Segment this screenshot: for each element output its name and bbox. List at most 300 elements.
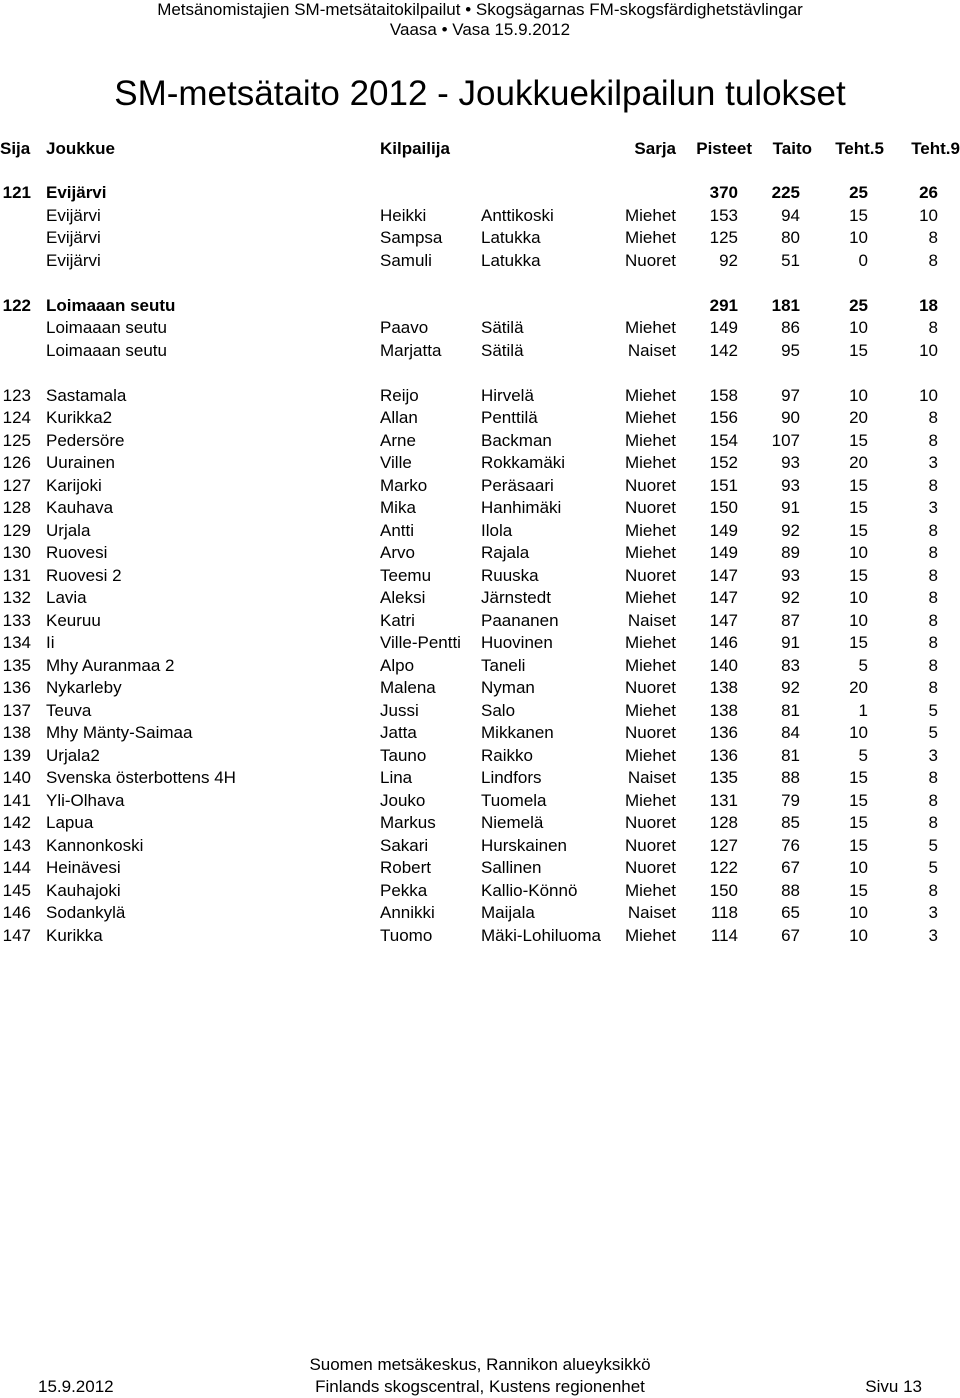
team-member-row <box>0 317 960 339</box>
cell-teht9: 26 <box>919 183 938 202</box>
page-number: Sivu 13 <box>865 1377 922 1396</box>
cell-taito: 76 <box>781 836 800 855</box>
table-row <box>0 677 960 699</box>
cell-joukkue: Teuva <box>46 701 92 720</box>
cell-joukkue: Loimaaan seutu <box>46 341 167 360</box>
col-teht5: Teht.5 <box>835 139 884 158</box>
col-sarja: Sarja <box>634 139 676 158</box>
cell-first: Paavo <box>380 318 429 337</box>
cell-joukkue: Mhy Mänty-Saimaa <box>46 723 193 742</box>
table-row <box>0 925 960 947</box>
cell-joukkue: Heinävesi <box>46 858 121 877</box>
cell-sarja: Nuoret <box>624 723 676 742</box>
cell-first: Jussi <box>380 701 419 720</box>
col-teht9: Teht.9 <box>911 139 960 158</box>
cell-joukkue: Sodankylä <box>46 903 126 922</box>
cell-joukkue: Yli-Olhava <box>46 791 125 810</box>
cell-pisteet: 150 <box>709 881 738 900</box>
cell-joukkue: Urjala2 <box>46 746 100 765</box>
cell-sarja: Miehet <box>624 453 676 472</box>
cell-joukkue: Lapua <box>46 813 94 832</box>
cell-teht9: 3 <box>928 746 938 765</box>
cell-sarja: Miehet <box>624 881 676 900</box>
table-row <box>0 497 960 519</box>
event-name: Metsänomistajien SM-metsätaitokilpailut • Skogsägarnas FM-skogsfärdighetstävlingar <box>157 0 803 19</box>
table-row <box>0 655 960 677</box>
cell-sarja: Miehet <box>624 206 676 225</box>
cell-last: Huovinen <box>481 633 553 652</box>
team-total-row <box>0 182 960 204</box>
cell-pisteet: 150 <box>709 498 738 517</box>
cell-last: Anttikoski <box>481 206 554 225</box>
cell-last: Penttilä <box>481 408 538 427</box>
cell-last: Sallinen <box>481 858 542 877</box>
cell-first: Lina <box>380 768 413 787</box>
cell-pisteet: 128 <box>709 813 738 832</box>
table-row <box>0 857 960 879</box>
cell-pisteet: 147 <box>709 611 738 630</box>
cell-joukkue: Kurikka <box>46 926 103 945</box>
cell-teht5: 15 <box>849 791 868 810</box>
cell-sija: 124 <box>2 408 31 427</box>
table-row <box>0 835 960 857</box>
cell-sarja: Naiset <box>627 611 676 630</box>
cell-sija: 138 <box>2 723 31 742</box>
cell-taito: 107 <box>771 431 800 450</box>
cell-sarja: Nuoret <box>624 498 676 517</box>
cell-teht5: 20 <box>849 408 868 427</box>
cell-joukkue: Ruovesi <box>46 543 108 562</box>
cell-teht5: 25 <box>849 296 868 315</box>
cell-sija: 131 <box>2 566 31 585</box>
col-joukkue: Joukkue <box>46 139 115 158</box>
cell-joukkue: Ruovesi 2 <box>46 566 122 585</box>
cell-sarja: Miehet <box>624 543 676 562</box>
cell-teht5: 15 <box>849 521 868 540</box>
cell-first: Sakari <box>380 836 429 855</box>
cell-sarja: Nuoret <box>624 836 676 855</box>
table-row <box>0 790 960 812</box>
cell-last: Mikkanen <box>481 723 554 742</box>
cell-sija: 145 <box>2 881 31 900</box>
cell-pisteet: 151 <box>709 476 738 495</box>
table-row <box>0 902 960 924</box>
cell-teht9: 8 <box>928 588 938 607</box>
cell-pisteet: 125 <box>709 228 738 247</box>
cell-pisteet: 149 <box>709 318 738 337</box>
team-total-row <box>0 295 960 317</box>
cell-last: Lindfors <box>481 768 542 787</box>
cell-taito: 89 <box>781 543 800 562</box>
cell-last: Hirvelä <box>481 386 534 405</box>
cell-pisteet: 147 <box>709 566 738 585</box>
cell-first: Ville-Pentti <box>380 633 461 652</box>
cell-taito: 94 <box>781 206 800 225</box>
cell-sarja: Miehet <box>624 408 676 427</box>
cell-taito: 67 <box>781 858 800 877</box>
cell-sija: 143 <box>2 836 31 855</box>
cell-pisteet: 140 <box>709 656 738 675</box>
cell-pisteet: 135 <box>709 768 738 787</box>
cell-sarja: Naiset <box>627 903 676 922</box>
cell-taito: 81 <box>781 701 800 720</box>
cell-teht5: 15 <box>849 476 868 495</box>
cell-last: Raikko <box>481 746 533 765</box>
team-member-row <box>0 205 960 227</box>
cell-taito: 80 <box>781 228 800 247</box>
cell-teht9: 8 <box>928 633 938 652</box>
cell-last: Peräsaari <box>481 476 554 495</box>
cell-sarja: Miehet <box>624 521 676 540</box>
cell-pisteet: 138 <box>709 678 738 697</box>
cell-teht9: 8 <box>928 228 938 247</box>
cell-pisteet: 156 <box>709 408 738 427</box>
table-row <box>0 520 960 542</box>
cell-sarja: Naiset <box>627 768 676 787</box>
cell-teht9: 8 <box>928 881 938 900</box>
footer-date: 15.9.2012 <box>38 1377 114 1396</box>
cell-sija: 122 <box>2 296 31 315</box>
cell-pisteet: 118 <box>710 903 738 922</box>
footer-org-fi: Suomen metsäkeskus, Rannikon alueyksikkö <box>309 1355 651 1374</box>
cell-last: Ruuska <box>481 566 539 585</box>
cell-first: Mika <box>380 498 416 517</box>
cell-teht5: 5 <box>858 746 868 765</box>
cell-pisteet: 149 <box>709 521 738 540</box>
cell-joukkue: Karijoki <box>46 476 102 495</box>
cell-teht5: 10 <box>849 228 868 247</box>
cell-first: Alpo <box>380 656 415 675</box>
cell-taito: 93 <box>781 453 800 472</box>
table-row <box>0 430 960 452</box>
cell-taito: 181 <box>771 296 800 315</box>
cell-teht5: 10 <box>849 386 868 405</box>
table-row <box>0 385 960 407</box>
cell-teht5: 10 <box>849 543 868 562</box>
cell-teht5: 10 <box>849 588 868 607</box>
cell-teht5: 25 <box>849 183 868 202</box>
cell-teht9: 5 <box>928 701 938 720</box>
cell-pisteet: 127 <box>709 836 738 855</box>
cell-taito: 67 <box>781 926 800 945</box>
cell-last: Rokkamäki <box>481 453 566 472</box>
cell-taito: 92 <box>781 588 800 607</box>
cell-teht9: 8 <box>928 431 938 450</box>
cell-sija: 127 <box>2 476 31 495</box>
page-title: SM-metsätaito 2012 - Joukkuekilpailun tulokset <box>114 74 846 113</box>
cell-joukkue: Pedersöre <box>46 431 125 450</box>
cell-sija: 146 <box>2 903 31 922</box>
cell-teht5: 20 <box>849 453 868 472</box>
cell-sarja: Miehet <box>624 746 676 765</box>
cell-last: Sätilä <box>481 341 524 360</box>
cell-first: Markus <box>380 813 436 832</box>
cell-sarja: Miehet <box>624 228 676 247</box>
cell-teht9: 8 <box>928 251 938 270</box>
cell-last: Taneli <box>481 656 526 675</box>
team-member-row <box>0 227 960 249</box>
cell-sija: 136 <box>2 678 31 697</box>
cell-taito: 87 <box>781 611 800 630</box>
cell-sija: 125 <box>2 431 31 450</box>
cell-first: Arvo <box>380 543 415 562</box>
cell-taito: 95 <box>781 341 800 360</box>
cell-first: Pekka <box>380 881 428 900</box>
cell-teht9: 10 <box>919 341 938 360</box>
cell-teht9: 8 <box>928 318 938 337</box>
cell-joukkue: Svenska österbottens 4H <box>46 768 236 787</box>
cell-first: Marjatta <box>380 341 442 360</box>
cell-teht5: 15 <box>849 881 868 900</box>
col-taito: Taito <box>772 139 812 158</box>
table-row <box>0 700 960 722</box>
cell-first: Jouko <box>380 791 426 810</box>
cell-sija: 134 <box>2 633 31 652</box>
cell-sarja: Nuoret <box>624 251 676 270</box>
cell-teht5: 0 <box>858 251 868 270</box>
cell-joukkue: Kannonkoski <box>46 836 144 855</box>
cell-sija: 137 <box>2 701 31 720</box>
cell-first: Arne <box>380 431 416 450</box>
cell-taito: 93 <box>781 476 800 495</box>
cell-taito: 88 <box>781 881 800 900</box>
cell-sija: 141 <box>2 791 31 810</box>
cell-first: Reijo <box>380 386 419 405</box>
cell-taito: 81 <box>781 746 800 765</box>
cell-teht5: 15 <box>849 206 868 225</box>
cell-sija: 147 <box>2 926 31 945</box>
cell-joukkue: Nykarleby <box>46 678 122 697</box>
cell-first: Samuli <box>380 251 432 270</box>
cell-taito: 92 <box>781 521 800 540</box>
cell-teht9: 5 <box>928 836 938 855</box>
cell-sarja: Nuoret <box>624 476 676 495</box>
cell-taito: 79 <box>781 791 800 810</box>
cell-taito: 84 <box>781 723 800 742</box>
cell-teht5: 10 <box>849 858 868 877</box>
cell-teht5: 5 <box>858 656 868 675</box>
cell-pisteet: 131 <box>709 791 738 810</box>
cell-sija: 130 <box>2 543 31 562</box>
cell-sarja: Miehet <box>624 431 676 450</box>
cell-last: Niemelä <box>481 813 544 832</box>
cell-sija: 144 <box>2 858 31 877</box>
cell-sarja: Miehet <box>624 318 676 337</box>
cell-pisteet: 153 <box>709 206 738 225</box>
cell-first: Tuomo <box>380 926 433 945</box>
cell-first: Ville <box>380 453 412 472</box>
cell-joukkue: Evijärvi <box>46 251 101 270</box>
cell-teht9: 8 <box>928 768 938 787</box>
cell-teht9: 3 <box>928 498 938 517</box>
cell-sarja: Miehet <box>624 926 676 945</box>
cell-taito: 65 <box>781 903 800 922</box>
cell-pisteet: 122 <box>709 858 738 877</box>
cell-joukkue: Loimaaan seutu <box>46 296 176 315</box>
cell-teht5: 15 <box>849 813 868 832</box>
cell-taito: 86 <box>781 318 800 337</box>
table-row <box>0 767 960 789</box>
cell-joukkue: Kauhajoki <box>46 881 121 900</box>
table-row <box>0 587 960 609</box>
cell-teht5: 20 <box>849 678 868 697</box>
cell-pisteet: 142 <box>709 341 738 360</box>
cell-teht9: 8 <box>928 408 938 427</box>
cell-first: Annikki <box>380 903 435 922</box>
cell-sija: 126 <box>2 453 31 472</box>
cell-last: Latukka <box>481 228 541 247</box>
cell-sarja: Naiset <box>627 341 676 360</box>
table-row <box>0 407 960 429</box>
cell-taito: 85 <box>781 813 800 832</box>
col-sija: Sija <box>0 139 31 158</box>
cell-pisteet: 146 <box>709 633 738 652</box>
cell-first: Allan <box>380 408 418 427</box>
table-row <box>0 722 960 744</box>
cell-pisteet: 154 <box>709 431 738 450</box>
cell-sarja: Miehet <box>624 656 676 675</box>
cell-joukkue: Mhy Auranmaa 2 <box>46 656 175 675</box>
cell-pisteet: 114 <box>710 926 738 945</box>
cell-last: Kallio-Könnö <box>481 881 578 900</box>
cell-teht9: 8 <box>928 813 938 832</box>
cell-first: Sampsa <box>380 228 443 247</box>
cell-last: Maijala <box>481 903 535 922</box>
cell-taito: 93 <box>781 566 800 585</box>
cell-first: Antti <box>380 521 415 540</box>
cell-teht9: 3 <box>928 453 938 472</box>
cell-taito: 91 <box>781 498 800 517</box>
cell-first: Marko <box>380 476 428 495</box>
cell-sarja: Miehet <box>624 588 676 607</box>
cell-first: Aleksi <box>380 588 426 607</box>
cell-first: Jatta <box>380 723 417 742</box>
cell-teht5: 15 <box>849 341 868 360</box>
team-member-row <box>0 340 960 362</box>
table-row <box>0 632 960 654</box>
cell-pisteet: 370 <box>709 183 738 202</box>
cell-sija: 128 <box>2 498 31 517</box>
footer-org-sv: Finlands skogscentral, Kustens regionenhet <box>315 1377 645 1396</box>
cell-sarja: Nuoret <box>624 566 676 585</box>
cell-pisteet: 152 <box>709 453 738 472</box>
cell-taito: 51 <box>781 251 800 270</box>
cell-last: Latukka <box>481 251 541 270</box>
cell-sarja: Miehet <box>624 386 676 405</box>
cell-teht9: 8 <box>928 791 938 810</box>
cell-taito: 83 <box>781 656 800 675</box>
cell-sarja: Miehet <box>624 633 676 652</box>
cell-joukkue: Sastamala <box>46 386 127 405</box>
cell-joukkue: Keuruu <box>46 611 101 630</box>
cell-sija: 123 <box>2 386 31 405</box>
cell-joukkue: Ii <box>46 633 55 652</box>
cell-teht5: 10 <box>849 926 868 945</box>
cell-sarja: Nuoret <box>624 678 676 697</box>
cell-teht9: 10 <box>919 386 938 405</box>
cell-joukkue: Urjala <box>46 521 91 540</box>
cell-pisteet: 158 <box>709 386 738 405</box>
cell-teht5: 10 <box>849 611 868 630</box>
cell-teht9: 18 <box>919 296 938 315</box>
cell-teht9: 3 <box>928 926 938 945</box>
cell-joukkue: Evijärvi <box>46 183 107 202</box>
table-row <box>0 812 960 834</box>
cell-last: Salo <box>481 701 516 720</box>
cell-sija: 135 <box>2 656 31 675</box>
cell-sija: 121 <box>2 183 31 202</box>
cell-taito: 225 <box>771 183 800 202</box>
cell-joukkue: Kurikka2 <box>46 408 113 427</box>
cell-last: Backman <box>481 431 552 450</box>
cell-sarja: Miehet <box>624 701 676 720</box>
cell-joukkue: Kauhava <box>46 498 114 517</box>
team-member-row <box>0 250 960 272</box>
cell-teht9: 5 <box>928 858 938 877</box>
cell-joukkue: Evijärvi <box>46 228 101 247</box>
cell-pisteet: 149 <box>709 543 738 562</box>
cell-teht5: 15 <box>849 768 868 787</box>
cell-teht9: 8 <box>928 476 938 495</box>
cell-joukkue: Lavia <box>46 588 87 607</box>
cell-last: Sätilä <box>481 318 524 337</box>
cell-pisteet: 291 <box>709 296 738 315</box>
cell-sarja: Nuoret <box>624 858 676 877</box>
cell-pisteet: 138 <box>709 701 738 720</box>
cell-sija: 140 <box>2 768 31 787</box>
cell-teht9: 8 <box>928 543 938 562</box>
table-row <box>0 565 960 587</box>
cell-first: Heikki <box>380 206 427 225</box>
cell-taito: 88 <box>781 768 800 787</box>
cell-teht9: 10 <box>919 206 938 225</box>
cell-taito: 92 <box>781 678 800 697</box>
cell-first: Robert <box>380 858 432 877</box>
cell-taito: 90 <box>781 408 800 427</box>
cell-sija: 129 <box>2 521 31 540</box>
cell-sija: 133 <box>2 611 31 630</box>
cell-joukkue: Loimaaan seutu <box>46 318 167 337</box>
cell-teht9: 5 <box>928 723 938 742</box>
event-place-date: Vaasa • Vasa 15.9.2012 <box>389 20 571 39</box>
cell-last: Rajala <box>481 543 530 562</box>
cell-last: Hurskainen <box>481 836 567 855</box>
cell-teht9: 8 <box>928 611 938 630</box>
cell-last: Paananen <box>481 611 559 630</box>
table-row <box>0 880 960 902</box>
cell-joukkue: Evijärvi <box>46 206 101 225</box>
cell-teht9: 8 <box>928 566 938 585</box>
cell-last: Hanhimäki <box>481 498 562 517</box>
table-row <box>0 475 960 497</box>
cell-joukkue: Uurainen <box>46 453 115 472</box>
cell-last: Nyman <box>481 678 535 697</box>
table-row <box>0 610 960 632</box>
cell-teht5: 15 <box>849 498 868 517</box>
cell-teht5: 15 <box>849 633 868 652</box>
cell-taito: 97 <box>781 386 800 405</box>
cell-sarja: Nuoret <box>624 813 676 832</box>
cell-teht5: 10 <box>849 903 868 922</box>
table-row <box>0 542 960 564</box>
cell-first: Tauno <box>380 746 427 765</box>
cell-last: Mäki-Lohiluoma <box>481 926 601 945</box>
table-row <box>0 745 960 767</box>
cell-teht9: 8 <box>928 678 938 697</box>
cell-teht5: 15 <box>849 431 868 450</box>
cell-first: Teemu <box>380 566 432 585</box>
cell-teht5: 10 <box>849 318 868 337</box>
